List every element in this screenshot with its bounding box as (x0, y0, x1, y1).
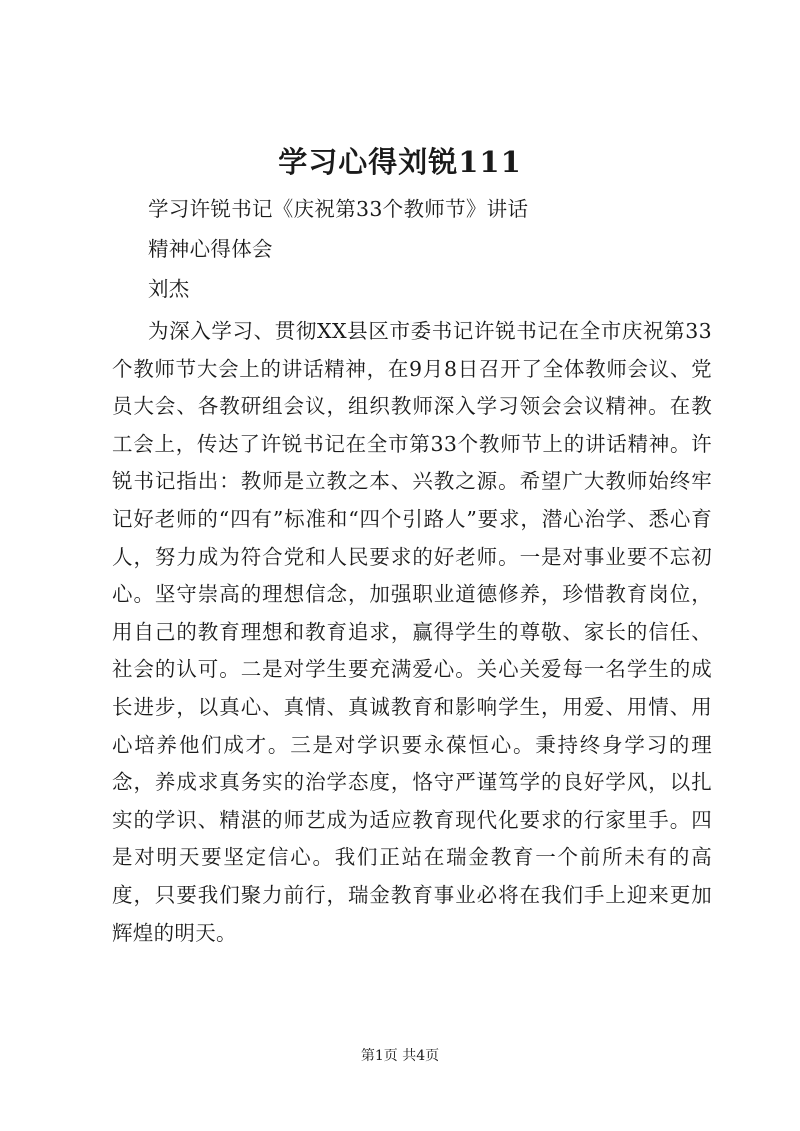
author-name: 刘杰 (148, 277, 190, 301)
page-footer: 第1页 共4页 (360, 1048, 440, 1064)
body-paragraph: 为深入学习、贯彻XX县区市委书记许锐书记在全市庆祝第33个教师节大会上的讲话精神，在9月8日召开了全体教师会议、党员大会、各教研组会议，组织教师深入学习领会会议精神。在教工会上，传达了许锐书记在全市第33个教师节上的讲话精神。许锐书记指出：教师是立教之本、兴教之源。希望广大教师始终牢记好老师的“四有”标准和“四个引路人”要求，潜心治学、悉心育人，努力成为符合党和人民要求的好老师。一是对事业要不忘初心。坚守崇高的理想信念，加强职业道德修养，珍惜教育岗位，用自己的教育理想和教育追求，赢得学生的尊敬、家长的信任、社会的认可。二是对学生要充满爱心。关心关爱每一名学生的成长进步，以真心、真情、真诚教育和影响学生，用爱、用情、用心培养他们成才。三是对学识要永葆恒心。秉持终身学习的理念，养成求真务实的治学态度，恪守严谨笃学的良好学风，以扎实的学识、精湛的师艺成为适应教育现代化要求的行家里手。四是对明天要坚定信心。我们正站在瑞金教育一个前所未有的高度，只要我们聚力前行，瑞金教育事业必将在我们手上迎来更加辉煌的明天。 (112, 319, 712, 945)
document-title: 学习心得刘锐111 (278, 145, 522, 179)
subtitle-line-1: 学习许锐书记《庆祝第33个教师节》讲话 (148, 197, 529, 221)
subtitle-line-2: 精神心得体会 (148, 237, 273, 261)
